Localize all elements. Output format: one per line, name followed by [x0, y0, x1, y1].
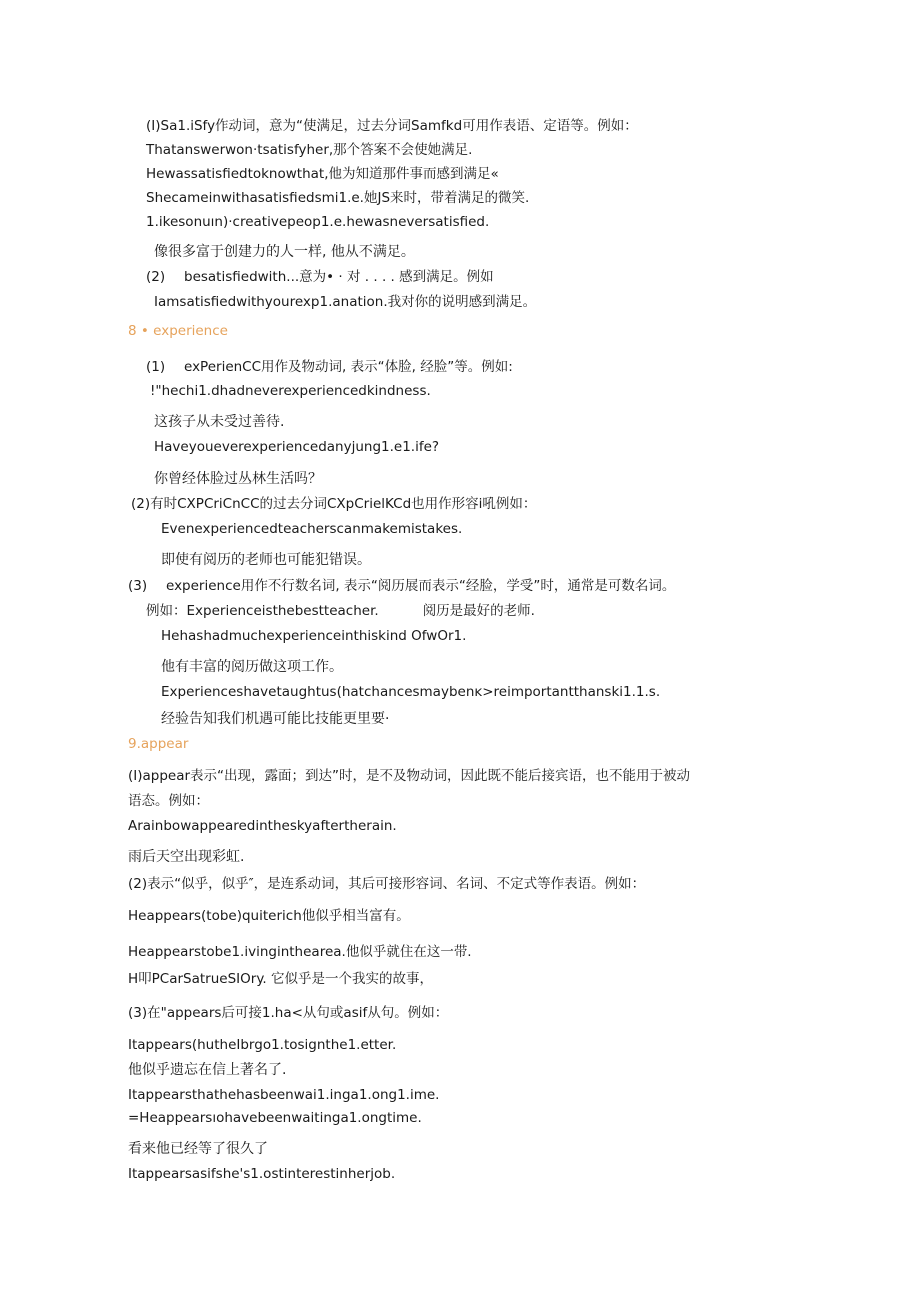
example-translation: 雨后天空出现彩虹. — [128, 849, 245, 865]
example-translation: 看来他已经等了很久了 — [128, 1141, 268, 1157]
example-translation: 这孩子从未受过善待. — [154, 414, 285, 430]
example-sentence: Shecameinwithasatisfiedsmi1.e.她JS来时，带着满足的微笑. — [146, 190, 530, 206]
example-sentence: Evenexperiencedteacherscanmakemistakes. — [161, 521, 463, 537]
example-sentence: Haveyoueverexperiencedanyjung1.e1.ife? — [154, 439, 440, 455]
example-translation: 即使有阅历的老师也可能犯错误。 — [161, 552, 371, 568]
example-sentence: Heappearstobe1.ivinginthearea.他似乎就住在这一带. — [128, 944, 472, 960]
experience-noun-definition: (3) experience用作不行数名词, 表示“阅历展而表示“经脸，学受”时，通常是可数名词。 — [128, 578, 676, 594]
example-sentence: !"hechi1.dhadneverexperiencedkindness. — [150, 383, 431, 399]
example-translation: 经验告知我们机遇可能比技能更里要· — [161, 711, 390, 727]
example-translation: 你曾经体脸过丛林生活吗？ — [154, 471, 322, 487]
satisfy-with-definition: (2) besatisfiedwith...意为• · 对 . . . . 感到满足。例如 — [146, 269, 494, 285]
example-sentence: H叩PCarSatrueSIOry. 它似乎是一个我实的故事， — [128, 971, 433, 987]
section-heading-appear: 9.appear — [128, 736, 189, 752]
example-sentence: Hehashadmuchexperienceinthiskind OfwOr1. — [161, 628, 467, 644]
example-translation: 他似乎遗忘在信上著名了. — [128, 1062, 287, 1078]
example-sentence: Iamsatisfiedwithyourexp1.anation.我对你的说明感到满足。 — [154, 294, 537, 310]
example-sentence: Itappearsasifshe's1.ostinterestinherjob. — [128, 1166, 396, 1182]
appear-intransitive-definition: (I)appear表示“出现，露面；到达”时，是不及物动词，因此既不能后接宾语，也不能用于被动 — [128, 768, 691, 784]
example-sentence: Arainbowappearedintheskyaftertherain. — [128, 818, 397, 834]
example-sentence: =Heappearsıohavebeenwaitinga1.ongtime. — [128, 1110, 422, 1126]
example-sentence: Hewassatisfiedtoknowthat,他为知道那件事而感到满足« — [146, 166, 499, 182]
example-translation: 像很多富于创建力的人一样, 他从不满足。 — [154, 244, 415, 260]
example-sentence: Itappears(hutheIbrgo1.tosignthe1.etter. — [128, 1037, 397, 1053]
experienced-adjective-definition: (2)有时CXPCriCnCC的过去分词CXpCrielKCd也用作形容i吼例如： — [131, 496, 537, 512]
example-sentence: Experienceshavetaughtus(hatchancesmaybenĸ>reimportantthanski1.1.s. — [161, 684, 661, 700]
satisfy-verb-definition: (I)Sa1.iSfy作动词，意为“使满足，过去分词Samfkd可用作表语、定语等。例如： — [146, 118, 638, 134]
example-translation: 他有丰富的阅历做这项工作。 — [161, 659, 343, 675]
example-sentence: 1.ikesonuın)·creativepeop1.e.hewasneversatisfied. — [146, 214, 490, 230]
appear-intransitive-definition-cont: 语态。例如： — [128, 793, 209, 809]
example-sentence: 例如：Experienceisthebestteacher. 阅历是最好的老师. — [146, 603, 535, 619]
experience-verb-definition: (1) exPerienCC用作及物动词, 表示“体脸, 经脸”等。例如: — [146, 359, 513, 375]
section-heading-experience: 8 • experience — [128, 323, 228, 339]
appear-linking-definition: (2)表示“似乎，似乎″，是连系动词，其后可接形容词、名词、不定式等作表语。例如： — [128, 876, 646, 892]
example-sentence: Thatanswerwon·tsatisfyher,那个答案不会使她满足. — [146, 142, 473, 158]
example-sentence: Itappearsthathehasbeenwai1.inga1.ong1.ime. — [128, 1087, 440, 1103]
example-sentence: Heappears(tobe)quiterich他似乎相当富有。 — [128, 908, 410, 924]
appear-clause-definition: (3)在"appears后可接1.ha<从句或asif从句。例如： — [128, 1005, 449, 1021]
